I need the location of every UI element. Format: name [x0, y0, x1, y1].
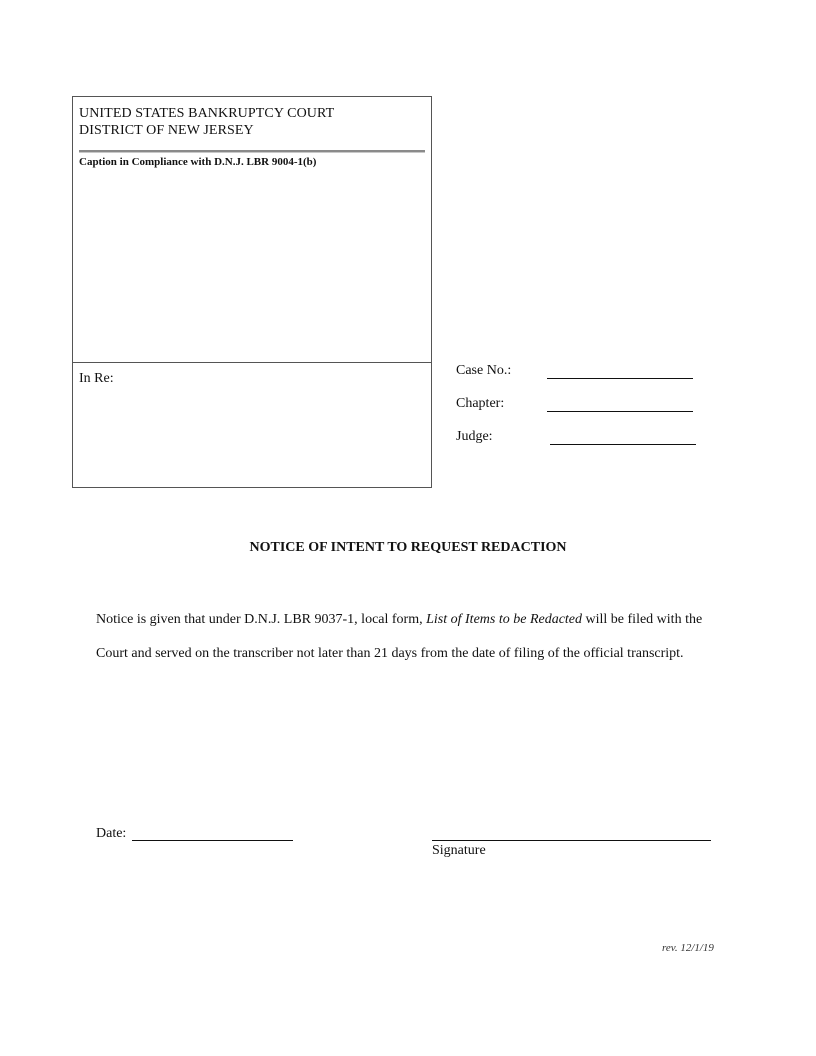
notice-title: NOTICE OF INTENT TO REQUEST REDACTION [249, 540, 567, 555]
judge-field[interactable] [550, 444, 696, 445]
case-no-field[interactable] [547, 378, 693, 379]
court-name [79, 105, 334, 139]
signature-label: Signature [432, 843, 486, 858]
notice-body [96, 603, 726, 671]
judge-label: Judge: [456, 429, 493, 444]
notice-body-form-name: List of Items to be Redacted [426, 612, 583, 627]
caption-box [72, 96, 432, 488]
notice-body-part2: will be filed with the Court and served on the transcriber not later than 21 days from the date of filing of the official transcript. [96, 612, 703, 661]
date-field[interactable] [132, 840, 293, 841]
caption-divider [72, 362, 432, 363]
court-name-line2: DISTRICT OF NEW JERSEY [79, 123, 254, 138]
revision-note: rev. 12/1/19 [662, 942, 714, 954]
chapter-label: Chapter: [456, 396, 505, 411]
notice-body-part1: Notice is given that under D.N.J. LBR 9037-1, local form, [96, 612, 427, 627]
in-re-label: In Re: [79, 371, 114, 386]
signature-field[interactable] [432, 840, 711, 841]
date-label: Date: [96, 826, 127, 841]
court-name-line1: UNITED STATES BANKRUPTCY COURT [79, 106, 335, 121]
case-no-label: Case No.: [456, 363, 512, 378]
chapter-field[interactable] [547, 411, 693, 412]
caption-rule [79, 150, 425, 153]
caption-compliance-note: Caption in Compliance with D.N.J. LBR 9004-1(b) [79, 156, 317, 168]
